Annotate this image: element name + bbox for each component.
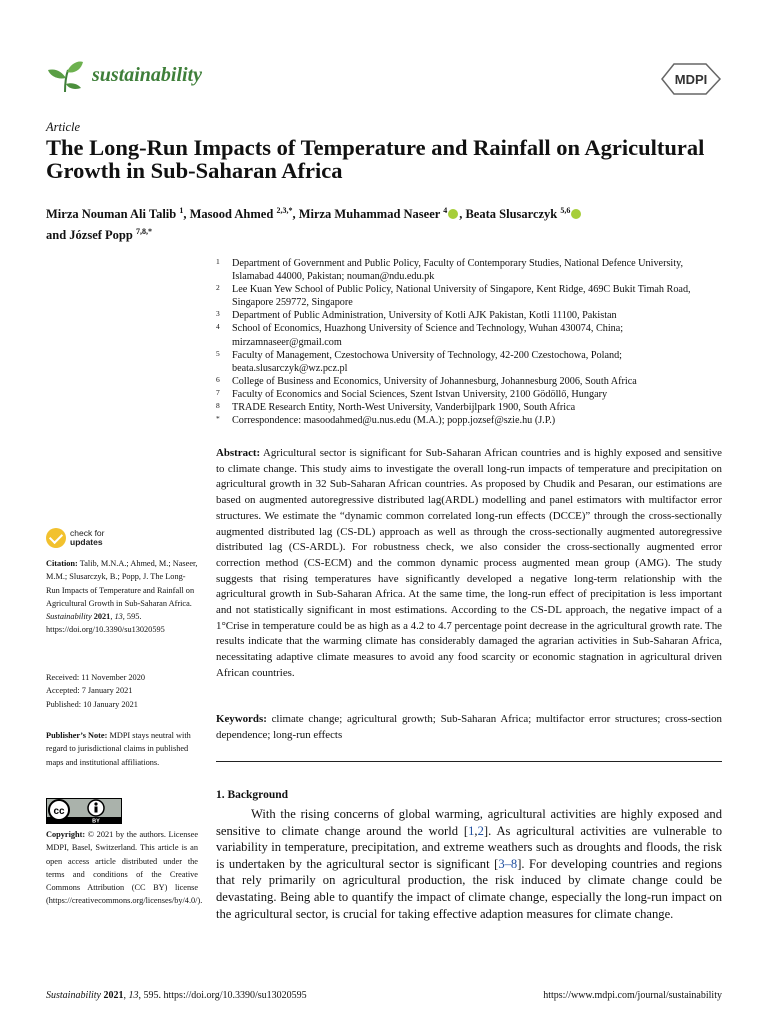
reference-link[interactable]: 2 (477, 823, 484, 838)
author-conjunction: and (46, 228, 67, 243)
section-heading: 1. Background (216, 789, 289, 801)
check-line2: updates (70, 537, 103, 547)
check-for-updates-badge[interactable] (46, 528, 166, 550)
footer-volume: 13 (128, 990, 139, 1001)
affiliation-number: * (216, 414, 220, 424)
paragraph-text: ]. For developing countries and regions that rely primarily on agricultural production, the risk induced by climate change could be devastating. Being able to quantify the impact of climate change, especially the long-run impact on the agricultural sector, is crucial for taking effective adaption measures for climate change. (216, 856, 722, 921)
article-type: Article (46, 120, 81, 134)
keywords-label: Keywords: (216, 713, 267, 725)
check-line1: check for (70, 528, 105, 538)
abstract-text: Agricultural sector is significant for Sub-Saharan African countries and is highly exposed and sensitive to climate change. This study aims to investigate the overall long-run impacts of temperature and precipitation on agricultural growth in 32 Sub-Saharan African countries. As proposed by Chudik and Pesaran, our estimations are based on augmented autoregressive distributed lag(ARDL) modelling and panel estimators with multifactor error structures. We estimate the “dynamic common correlated long-run effects (DCCE)” through the cross-sectionally augmented distributed lag (CS-DL) approach as well as through the cross-sectionally augmented autoregressive distributed lag (CS-ARDL). For robustness check, we also consider the cross-sectionally augmented error correction method (CS-ECM) and the common dynamic process augmented mean group (AMG). The study suggests that rising temperatures have significantly developed a negative long-term relationship with the agricultural growth in Sub-Saharan Africa. At the same time, the long-run effect of precipitation is less important and not statistically significant in most estimations. According to the CS-DL approach, the negative impact of a 1°Crise in temperature could be as high as a 4.2 to 4.7 percentage point decrease in the agricultural growth rate. The results indicate that the warming climate has considerably damaged the agrarian activities in Sub-Saharan Africa, necessitating adaptive climate measures to avoid any food scarcity or economic stagnation in agricultural driven African countries. (216, 447, 722, 679)
abstract-label: Abstract: (216, 447, 261, 459)
publishers-note-label: Publisher’s Note: (46, 731, 108, 740)
cc-by-license-icon[interactable] (46, 798, 122, 824)
keywords (216, 712, 722, 743)
article-title: The Long-Run Impacts of Temperature and Rainfall on Agricultural Growth in Sub-Saharan Africa (46, 135, 705, 183)
affiliation-text: Lee Kuan Yew School of Public Policy, National University of Singapore, Kent Ridge, 469C Bukit Timah Road, Singapore 259772, Singapore (232, 284, 691, 309)
section-divider (216, 761, 722, 762)
author-name[interactable]: József Popp (69, 228, 133, 243)
footer-citation: Sustainability 2021, 13, 595. https://doi.org/10.3390/su13020595 (46, 990, 307, 1001)
journal-name: sustainability (92, 64, 203, 86)
author-list: Mirza Nouman Ali Talib $^1$, Masood Ahmed $^{2,3,*}$, Mirza Muhammad Naseer $^4$ , Beata Slusarczyk $^{5,6}$ and József Popp $^{7,8,*}$ (46, 202, 736, 244)
paragraph-text: With the rising concerns of global warming, agricultural activities are highly exposed and sensitive to climate change around the world [ (216, 807, 722, 838)
author-name[interactable]: Masood Ahmed (189, 207, 274, 222)
mdpi-logo-icon (660, 62, 722, 96)
author-affiliation-marker: 1 (179, 206, 184, 215)
affiliation-number: 3 (216, 309, 220, 319)
citation-block: Citation: Talib, M.N.A.; Ahmed, M.; Naseer, M.M.; Slusarczyk, B.; Popp, J. The Long-Run Impacts of Temperature and Rainfall on Agricultural Growth in Sub-Saharan Africa. Sustainability 2021, 13, 595. https://doi.org/10.3390/su13020595 (46, 559, 198, 635)
reference-link[interactable]: 3–8 (498, 856, 518, 871)
reference-separator: , (474, 823, 478, 838)
paragraph-text: ]. As agricultural activities are vulnerable to variability in temperature, precipitation, and extreme weathers such as droughts and floods, the risk is undertaken by the agricultural sector is significant [ (216, 823, 722, 871)
affiliation-item (216, 309, 726, 322)
footer-journal-url[interactable]: https://www.mdpi.com/journal/sustainability (543, 990, 722, 1001)
citation-label: Citation: (46, 559, 78, 568)
correspondence-text: Correspondence: masoodahmed@u.nus.edu (M.A.); popp.jozsef@szie.hu (J.P.) (232, 415, 556, 427)
section-body (216, 806, 722, 922)
affiliation-number: 7 (216, 387, 220, 397)
affiliation-item (216, 375, 726, 388)
affiliation-number: 1 (216, 257, 220, 266)
affiliation-text: Department of Public Administration, University of Kotli AJK Pakistan, Kotli 11100, Pakistan (232, 310, 617, 322)
svg-text:cc: cc (53, 806, 65, 817)
citation-page: 595. (126, 612, 142, 622)
affiliation-item (216, 401, 726, 414)
affiliation-text: Faculty of Economics and Social Sciences, Szent Istvan University, 2100 Gödöllő, Hungary (232, 388, 608, 400)
author-affiliation-marker: 7,8,* (135, 227, 152, 237)
affiliation-item (216, 322, 726, 348)
paragraph (216, 806, 722, 922)
copyright-text: © 2021 by the authors. Licensee MDPI, Basel, Switzerland. This article is an open access article distributed under the terms and conditions of the Creative Commons Attribution (CC BY) license (https://creativecommons.org/licenses/by/4.0/). (46, 830, 203, 906)
author-affiliation-marker: 5,6 (560, 206, 571, 215)
footer-journal: Sustainability (46, 990, 101, 1001)
orcid-icon[interactable] (448, 209, 458, 219)
journal-leaf-logo-icon (46, 58, 84, 94)
accepted-date: Accepted: 7 January 2021 (46, 686, 133, 696)
affiliation-text: Faculty of Management, Czestochowa University of Technology, 42-200 Czestochowa, Poland; beata.slusarczyk@wz.pcz.pl (232, 349, 623, 374)
affiliation-text: School of Economics, Huazhong University of Science and Technology, Wuhan 430074, China; mirzamnaseer@gmail.com (232, 323, 624, 348)
affiliation-text: TRADE Research Entity, North-West University, Vanderbijlpark 1900, South Africa (232, 402, 576, 414)
copyright-notice (46, 828, 203, 908)
abstract (216, 446, 722, 682)
affiliation-item (216, 388, 726, 401)
affiliation-text: College of Business and Economics, University of Johannesburg, Johannesburg 2006, South Africa (232, 375, 637, 387)
affiliation-number: 5 (216, 348, 220, 358)
copyright-label: Copyright: (46, 830, 86, 839)
author-name[interactable]: Beata Slusarczyk (465, 207, 558, 222)
check-icon (46, 528, 66, 548)
affiliation-item (216, 283, 726, 309)
publishers-note (46, 729, 198, 769)
correspondence-item (216, 414, 726, 427)
check-for-updates-text (70, 529, 105, 547)
affiliation-item (216, 257, 726, 283)
mdpi-logo-text: MDPI (674, 72, 708, 87)
received-date: Received: 11 November 2020 (46, 673, 145, 682)
author-name[interactable]: Mirza Nouman Ali Talib (46, 207, 177, 222)
citation-text: Talib, M.N.A.; Ahmed, M.; Naseer, M.M.; Slusarczyk, B.; Popp, J. The Long-Run Impacts of Temperature and Rainfall on Agricultural Growth in Sub-Saharan Africa. (46, 559, 198, 608)
affiliation-number: 2 (216, 283, 220, 293)
affiliation-number: 8 (216, 401, 220, 411)
affiliation-number: 6 (216, 374, 220, 384)
affiliation-text: Department of Government and Public Policy, Faculty of Contemporary Studies, National Defence University, Islamabad 44000, Pakistan; nouman@ndu.edu.pk (232, 258, 684, 283)
citation-journal: Sustainability (46, 612, 92, 622)
affiliation-list (216, 257, 726, 427)
author-affiliation-marker: 2,3,* (276, 206, 293, 215)
citation-volume: 13 (114, 612, 123, 622)
affiliation-item (216, 349, 726, 375)
citation-year: 2021 (93, 612, 111, 622)
keywords-text: climate change; agricultural growth; Sub-Saharan Africa; multifactor error structures; cross-section dependence; long-run effects (216, 713, 722, 741)
publication-dates (46, 671, 198, 711)
orcid-icon[interactable] (571, 209, 581, 219)
footer-doi[interactable]: , 595. https://doi.org/10.3390/su13020595 (138, 990, 307, 1001)
affiliation-number: 4 (216, 322, 220, 332)
citation-doi-link[interactable]: https://doi.org/10.3390/su13020595 (46, 625, 165, 635)
author-name[interactable]: Mirza Muhammad Naseer (298, 207, 441, 222)
published-date: Published: 10 January 2021 (46, 699, 138, 709)
footer-year: 2021 (103, 990, 124, 1001)
reference-link[interactable]: 1 (468, 823, 475, 838)
author-affiliation-marker: 4 (443, 206, 448, 215)
publishers-note-text: MDPI stays neutral with regard to jurisdictional claims in published maps and institutional affiliations. (46, 731, 191, 767)
cc-by-label: BY (92, 818, 100, 824)
